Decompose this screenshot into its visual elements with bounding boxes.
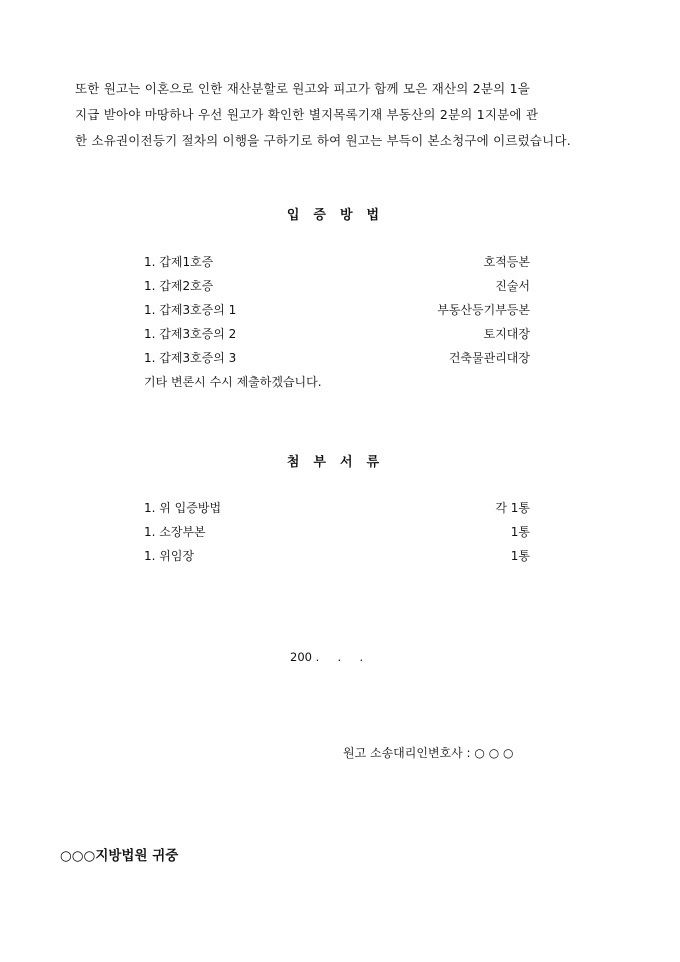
list-item: [144, 322, 530, 346]
evidence-value: 토지대장: [483, 327, 530, 341]
document-date: 200 . . .: [290, 650, 364, 664]
attachment-label: 1. 위임장: [144, 549, 195, 563]
attachment-label: 1. 소장부본: [144, 525, 206, 539]
evidence-value: 부동산등기부등본: [437, 303, 530, 317]
evidence-value: 진술서: [495, 279, 530, 293]
list-item: [144, 346, 530, 370]
evidence-list: [144, 250, 530, 370]
attachment-label: 1. 위 입증방법: [144, 501, 222, 515]
evidence-label: 1. 갑제3호증의 2: [144, 327, 237, 341]
attachment-value: 각 1통: [495, 501, 530, 515]
evidence-label: 1. 갑제3호증의 3: [144, 351, 237, 365]
evidence-label: 1. 갑제3호증의 1: [144, 303, 237, 317]
attachments-section-title: 첨부서류: [286, 455, 394, 470]
attachment-value: 1통: [510, 525, 530, 539]
attachment-value: 1통: [510, 549, 530, 563]
court-addressee: ○○○지방법원 귀중: [60, 848, 179, 864]
attachments-list: [144, 496, 530, 568]
list-item: [144, 496, 530, 520]
paragraph-line: 또한 원고는 이혼으로 인한 재산분할로 원고와 피고가 함께 모은 재산의 2분의 1을: [75, 81, 531, 96]
signer-line: 원고 소송대리인변호사 : ○ ○ ○: [343, 746, 514, 760]
evidence-label: 1. 갑제2호증: [144, 279, 214, 293]
list-item: [144, 520, 530, 544]
evidence-note: 기타 변론시 수시 제출하겠습니다.: [144, 375, 322, 389]
body-paragraph: [75, 76, 607, 154]
evidence-value: 건축물관리대장: [448, 351, 530, 365]
list-item: [144, 250, 530, 274]
list-item: [144, 544, 530, 568]
list-item: [144, 298, 530, 322]
evidence-section-title: 입증방법: [286, 208, 394, 223]
list-item: [144, 274, 530, 298]
evidence-label: 1. 갑제1호증: [144, 255, 214, 269]
evidence-value: 호적등본: [483, 255, 530, 269]
paragraph-line: 한 소유권이전등기 절차의 이행을 구하기로 하여 원고는 부득이 본소청구에 이르렀습니다.: [75, 133, 571, 148]
paragraph-line: 지급 받아야 마땅하나 우선 원고가 확인한 별지목록기재 부동산의 2분의 1지분에 관: [75, 107, 539, 122]
